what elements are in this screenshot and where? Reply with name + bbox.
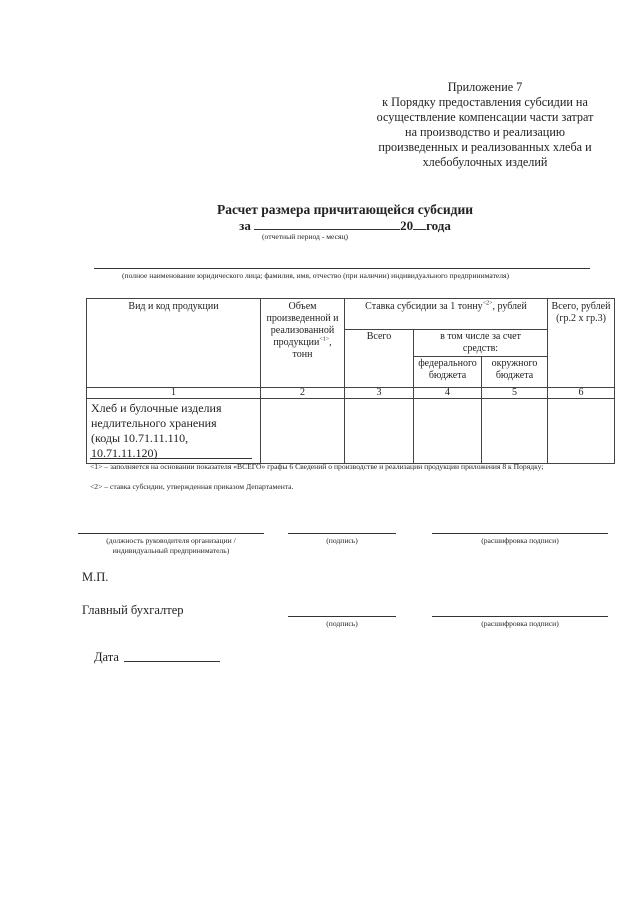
applicant-caption: (полное наименование юридического лица; фамилия, имя, отчество (при наличии) индивидуального предпринимателя)	[122, 271, 510, 280]
col-number: 6	[548, 388, 615, 399]
accountant-decoding-line[interactable]	[432, 616, 608, 617]
footnote-separator	[90, 458, 252, 459]
header-federal: федерального бюджета	[414, 357, 482, 388]
document-title: Расчет размера причитающейся субсидии	[216, 202, 474, 217]
col-number: 1	[87, 388, 261, 399]
table-row	[87, 399, 615, 464]
period-year-blank[interactable]	[413, 218, 426, 230]
col-number: 3	[345, 388, 414, 399]
date-line[interactable]	[124, 661, 220, 662]
signature-decoding-line[interactable]	[432, 533, 608, 534]
accountant-signature-line[interactable]	[288, 616, 396, 617]
appendix-line: на производство и реализацию	[405, 125, 565, 139]
footnote-ref-2: <2>	[482, 300, 493, 307]
period-suffix: года	[426, 218, 451, 233]
chief-accountant-label: Главный бухгалтер	[82, 603, 184, 617]
appendix-line: осуществление компенсации части затрат	[376, 110, 594, 124]
appendix-line: к Порядку предоставления субсидии на	[382, 95, 588, 109]
volume-cell[interactable]	[261, 399, 345, 464]
appendix-line: Приложение 7	[447, 80, 523, 94]
position-line[interactable]	[78, 533, 264, 534]
applicant-name-line[interactable]	[94, 268, 590, 269]
column-numbers-row	[87, 388, 615, 399]
accountant-decoding-caption: (расшифровка подписи)	[481, 619, 559, 628]
footnote-ref-1: <1>	[319, 336, 330, 343]
appendix-header	[350, 80, 620, 170]
period-prefix: за	[239, 218, 251, 233]
header-rate-total: Всего	[345, 330, 414, 388]
period-month-blank[interactable]	[254, 218, 400, 230]
signature-caption: (подпись)	[326, 536, 358, 545]
subsidy-table	[86, 298, 615, 464]
header-including: в том числе за счет средств:	[414, 330, 548, 357]
header-district: окружного бюджета	[482, 357, 548, 388]
period-year-prefix: 20	[400, 218, 414, 233]
footnote-1: <1> – заполняется на основании показателя «ВСЕГО» графы 6 Сведений о производстве и реализации продукции приложения 8 к Порядку;	[90, 462, 544, 471]
header-total-rub: Всего, рублей (гр.2 х гр.3)	[548, 299, 615, 388]
stamp-label: М.П.	[82, 570, 109, 584]
signature-decoding-caption: (расшифровка подписи)	[481, 536, 559, 545]
appendix-line: произведенных и реализованных хлеба и	[378, 140, 592, 154]
rate-total-cell[interactable]	[345, 399, 414, 464]
header-product: Вид и код продукции	[87, 299, 261, 388]
district-cell[interactable]	[482, 399, 548, 464]
product-cell: Хлеб и булочные изделия недлительного хранения (коды 10.71.11.110, 10.71.11.120)	[87, 399, 261, 464]
period-caption: (отчетный период - месяц)	[262, 232, 349, 241]
federal-cell[interactable]	[414, 399, 482, 464]
appendix-line: хлебобулочных изделий	[422, 155, 548, 169]
date-label: Дата	[94, 650, 119, 664]
position-caption: (должность руководителя организации / индивидуальный предприниматель)	[106, 536, 236, 555]
col-number: 4	[414, 388, 482, 399]
footnote-2: <2> – ставка субсидии, утвержденная приказом Департамента.	[90, 482, 294, 491]
col-number: 5	[482, 388, 548, 399]
accountant-signature-caption: (подпись)	[326, 619, 358, 628]
header-volume: Объем произведенной и реализованной продукции$^{<1>}$, тонн	[261, 299, 345, 388]
signature-line[interactable]	[288, 533, 396, 534]
col-number: 2	[261, 388, 345, 399]
header-rate: Ставка субсидии за 1 тонну$^{<2>}$, рублей	[345, 299, 548, 330]
total-cell[interactable]	[548, 399, 615, 464]
